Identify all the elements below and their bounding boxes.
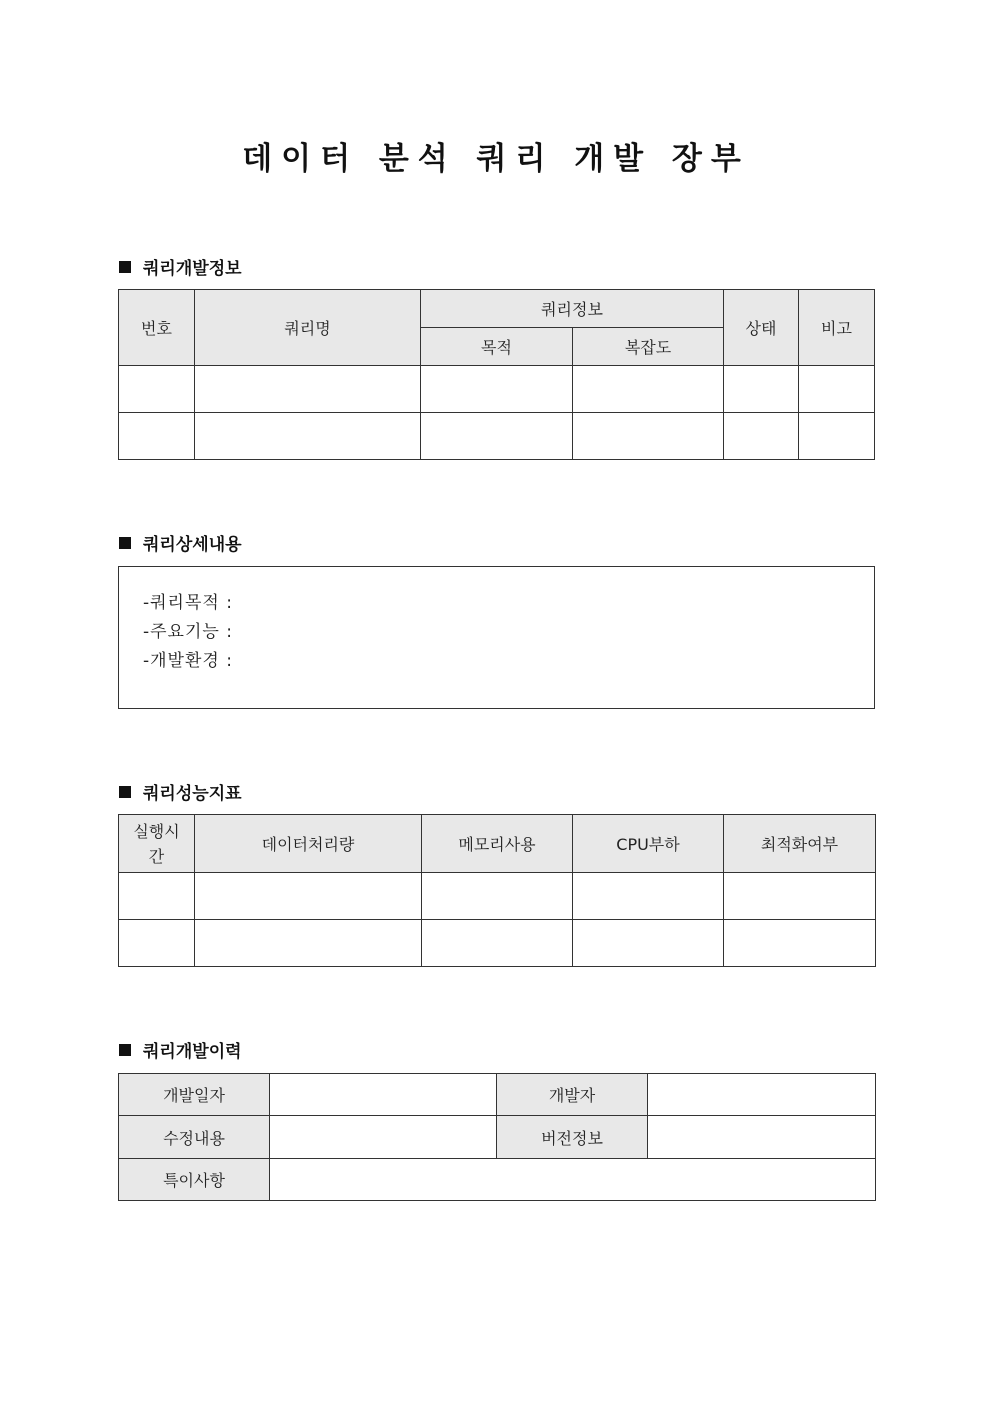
cell-note[interactable]	[799, 366, 875, 413]
cell-query-name[interactable]	[195, 413, 421, 460]
section-heading-perf	[119, 779, 242, 804]
detail-line-environment: -개발환경 :	[143, 651, 233, 671]
label-version: 버전정보	[497, 1116, 648, 1159]
header-memory: 메모리사용	[422, 815, 573, 873]
cell-purpose[interactable]	[421, 413, 573, 460]
cell-cpu[interactable]	[573, 873, 724, 920]
history-table	[118, 1073, 876, 1201]
square-bullet-icon	[119, 786, 131, 798]
table-row	[119, 920, 876, 967]
header-complexity: 복잡도	[573, 328, 724, 366]
header-cpu: CPU부하	[573, 815, 724, 873]
perf-table	[118, 814, 876, 967]
table-row	[119, 413, 875, 460]
label-dev-date: 개발일자	[119, 1074, 270, 1116]
section-label: 쿼리상세내용	[143, 535, 242, 555]
cell-note[interactable]	[799, 413, 875, 460]
value-developer[interactable]	[648, 1074, 876, 1116]
section-heading-dev-info	[119, 254, 242, 279]
value-remarks[interactable]	[270, 1159, 876, 1201]
header-query-info: 쿼리정보	[421, 290, 724, 328]
cell-no[interactable]	[119, 413, 195, 460]
header-note: 비고	[799, 290, 875, 366]
value-changes[interactable]	[270, 1116, 497, 1159]
header-data-volume: 데이터처리량	[195, 815, 422, 873]
cell-status[interactable]	[724, 413, 799, 460]
square-bullet-icon	[119, 537, 131, 549]
section-heading-history	[119, 1037, 242, 1062]
cell-memory[interactable]	[422, 873, 573, 920]
value-version[interactable]	[648, 1116, 876, 1159]
square-bullet-icon	[119, 1044, 131, 1056]
label-remarks: 특이사항	[119, 1159, 270, 1201]
cell-query-name[interactable]	[195, 366, 421, 413]
label-changes: 수정내용	[119, 1116, 270, 1159]
cell-optimized[interactable]	[724, 873, 876, 920]
table-row	[119, 873, 876, 920]
cell-memory[interactable]	[422, 920, 573, 967]
table-row	[119, 366, 875, 413]
section-label: 쿼리성능지표	[143, 784, 242, 804]
cell-no[interactable]	[119, 366, 195, 413]
cell-complexity[interactable]	[573, 366, 724, 413]
section-label: 쿼리개발이력	[143, 1042, 242, 1062]
detail-line-purpose: -쿼리목적 :	[143, 593, 233, 613]
value-dev-date[interactable]	[270, 1074, 497, 1116]
header-query-name: 쿼리명	[195, 290, 421, 366]
section-heading-detail	[119, 530, 242, 555]
square-bullet-icon	[119, 261, 131, 273]
cell-complexity[interactable]	[573, 413, 724, 460]
detail-line-features: -주요기능 :	[143, 622, 233, 642]
cell-purpose[interactable]	[421, 366, 573, 413]
cell-cpu[interactable]	[573, 920, 724, 967]
detail-box[interactable]	[118, 566, 875, 709]
header-optimized: 최적화여부	[724, 815, 876, 873]
cell-optimized[interactable]	[724, 920, 876, 967]
label-developer: 개발자	[497, 1074, 648, 1116]
dev-info-table	[118, 289, 875, 460]
cell-data-volume[interactable]	[195, 873, 422, 920]
cell-exec-time[interactable]	[119, 920, 195, 967]
header-purpose: 목적	[421, 328, 573, 366]
cell-exec-time[interactable]	[119, 873, 195, 920]
section-label: 쿼리개발정보	[143, 259, 242, 279]
cell-data-volume[interactable]	[195, 920, 422, 967]
cell-status[interactable]	[724, 366, 799, 413]
header-exec-time: 실행시간	[119, 815, 195, 873]
document-title: 데이터 분석 쿼리 개발 장부	[242, 141, 750, 177]
header-status: 상태	[724, 290, 799, 366]
header-no: 번호	[119, 290, 195, 366]
